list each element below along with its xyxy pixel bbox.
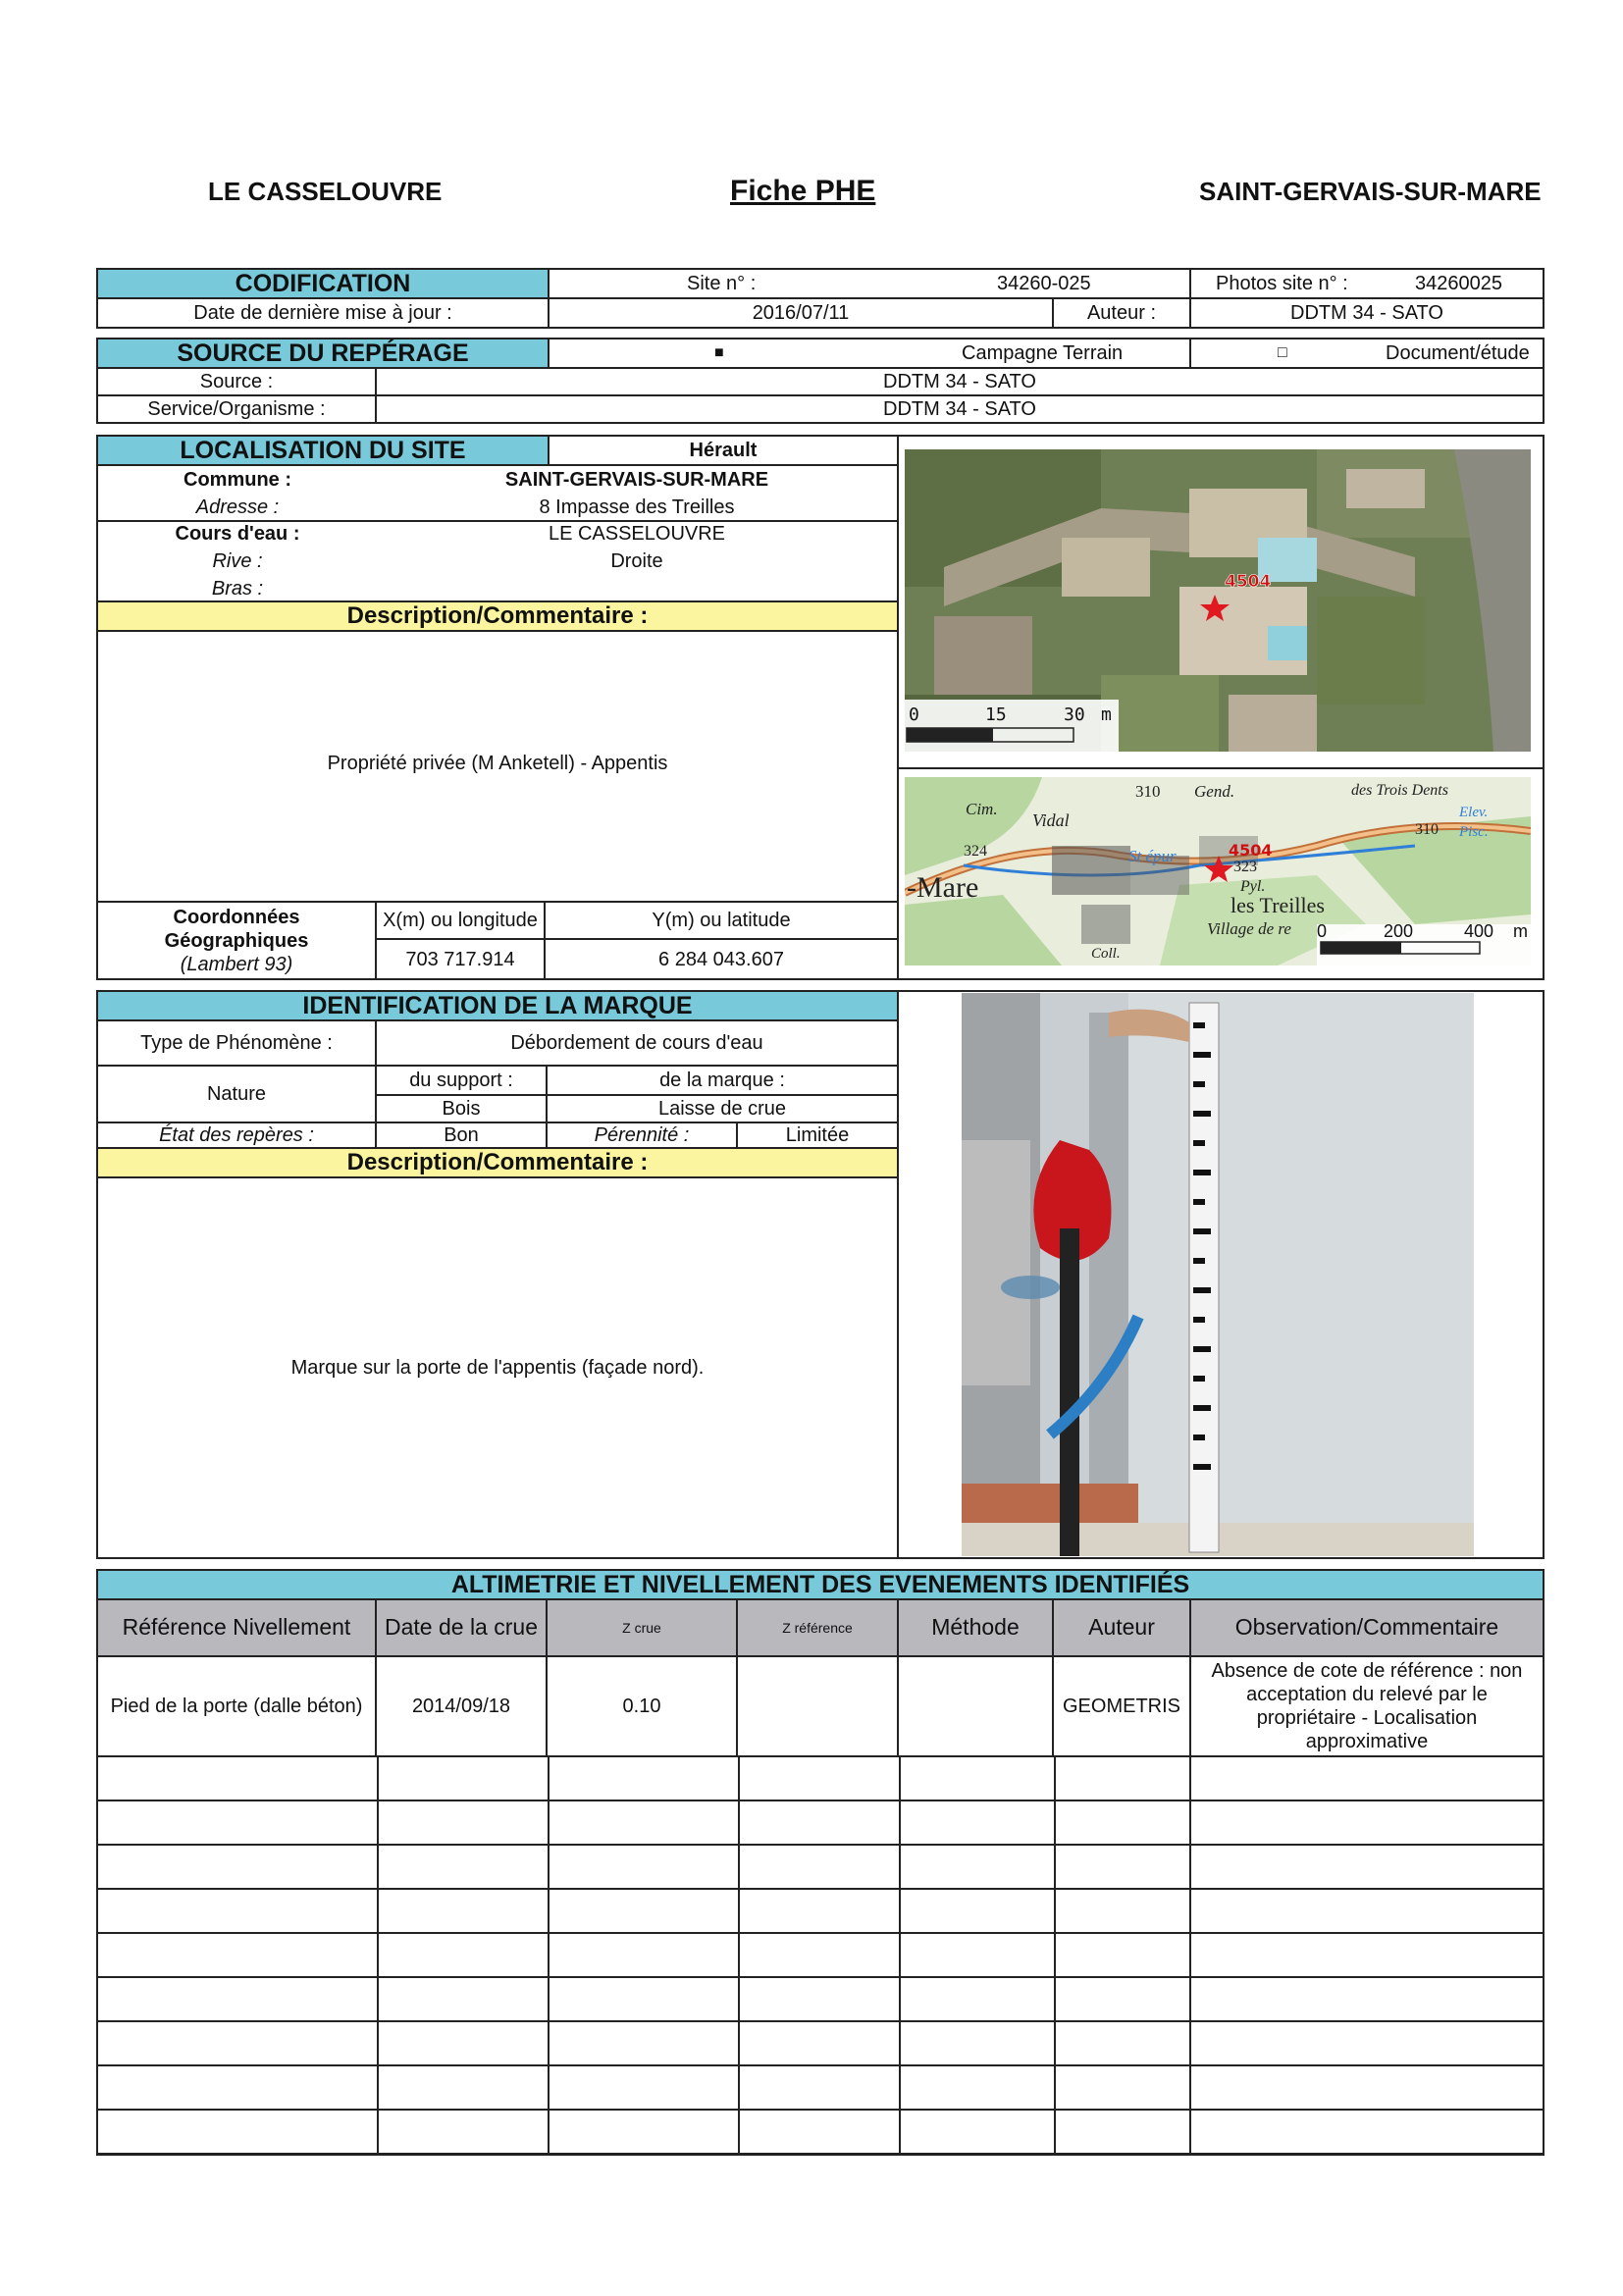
x-value: 703 717.914 [375,938,546,980]
empty-rows [96,1755,1544,2156]
topo-label-coll: Coll. [1091,946,1121,962]
page-title: Fiche PHE [730,175,876,207]
photos-value: 34260025 [1415,273,1502,294]
topo-label-treilles: les Treilles [1230,893,1325,917]
marque-label: de la marque : [546,1065,899,1096]
localisation-description-title: Description/Commentaire : [96,600,899,632]
document-etude-option [1189,338,1544,369]
x-label: X(m) ou longitude [375,901,546,940]
divider [897,990,899,1559]
topo-label-st-epur: St épur [1128,847,1177,865]
date-value: 2016/07/11 [548,297,1054,329]
topo-label-trois-dents: des Trois Dents [1351,782,1448,799]
topo-label-324: 324 [964,843,987,860]
support-value: Bois [375,1094,548,1123]
perennite-value: Limitée [736,1122,899,1149]
topo-label-village: Village de re [1207,919,1291,938]
source-title: SOURCE DU REPÉRAGE [96,338,550,369]
header-right: SAINT-GERVAIS-SUR-MARE [1199,177,1542,206]
source-value: DDTM 34 - SATO [375,367,1544,396]
coordinates-label-line3: (Lambert 93) [180,953,293,975]
cours-eau-label: Cours d'eau : [175,523,300,545]
coordinates-label [96,901,377,980]
service-value: DDTM 34 - SATO [375,394,1544,424]
bras-label: Bras : [211,578,264,600]
row1-date: 2014/09/18 [375,1655,548,1757]
topo-scale-unit: m [1513,921,1528,941]
identification-description: Marque sur la porte de l'appentis (façade nord). [290,1357,705,1379]
row1-z-reference [736,1655,899,1757]
support-label: du support : [375,1065,548,1096]
topo-label-pisc: Pisc. [1459,824,1489,840]
topo-label-310b: 310 [1415,821,1439,838]
codification-title: CODIFICATION [96,268,550,299]
etat-label: État des repères : [96,1122,377,1149]
commune-value: SAINT-GERVAIS-SUR-MARE [504,469,769,491]
row1-auteur: GEOMETRIS [1052,1655,1191,1757]
y-value: 6 284 043.607 [544,938,899,980]
topo-scale-0: 0 [1317,921,1328,941]
campagne-label: Campagne Terrain [962,342,1124,364]
y-label: Y(m) ou latitude [544,901,899,940]
divider [897,435,899,980]
site-label: Site n° : [687,273,757,294]
aerial-scale-0: 0 [909,704,919,725]
mark-photo [962,993,1474,1556]
identification-description-title: Description/Commentaire : [96,1147,899,1178]
col-methode: Méthode [897,1598,1054,1657]
departement: Hérault [548,435,899,466]
aerial-marker-label: 4504 [1225,572,1272,592]
site-number-row [548,268,1191,299]
col-z-reference: Z référence [736,1598,899,1657]
type-label: Type de Phénomène : [96,1019,377,1067]
cours-eau-value: LE CASSELOUVRE [548,523,726,545]
etat-value: Bon [375,1122,548,1149]
campagne-checkbox-icon: ■ [714,344,724,362]
source-label: Source : [96,367,377,396]
aerial-scale-30: 30 [1064,704,1085,725]
document-label: Document/étude [1386,342,1530,364]
topo-label-elev: Elev. [1459,805,1489,820]
nature-label: Nature [96,1065,377,1123]
topo-label-323: 323 [1233,859,1257,875]
coordinates-label-line1: Coordonnées [173,906,300,928]
topo-label-mare: -Mare [907,871,979,904]
header-left: LE CASSELOUVRE [208,177,443,206]
type-value: Débordement de cours d'eau [375,1019,899,1067]
topo-label-gend: Gend. [1194,782,1235,801]
identification-title: IDENTIFICATION DE LA MARQUE [96,990,899,1021]
row1-observation: Absence de cote de référence : non acceptation du relevé par le propriétaire - Localisation approximative [1189,1655,1544,1757]
col-reference: Référence Nivellement [96,1598,377,1657]
campagne-terrain-option [548,338,1191,369]
adresse-label: Adresse : [195,496,280,518]
perennite-label: Pérennité : [546,1122,738,1149]
divider [897,767,1544,769]
topo-label-cim: Cim. [966,800,998,818]
topo-map [905,777,1531,965]
localisation-description: Propriété privée (M Anketell) - Appentis [327,753,668,774]
photos-label: Photos site n° : [1216,273,1348,294]
auteur-label: Auteur : [1052,297,1191,329]
topo-label-vidal: Vidal [1032,810,1070,830]
document-checkbox-icon: □ [1278,344,1287,362]
col-observation: Observation/Commentaire [1189,1598,1544,1657]
photos-number-row [1189,268,1544,299]
row1-z-crue: 0.10 [546,1655,738,1757]
marque-value: Laisse de crue [546,1094,899,1123]
service-label: Service/Organisme : [96,394,377,424]
date-label: Date de dernière mise à jour : [96,297,550,329]
adresse-value: 8 Impasse des Treilles [539,496,735,518]
topo-marker-label: 4504 [1229,841,1273,860]
localisation-title: LOCALISATION DU SITE [96,435,550,466]
col-auteur: Auteur [1052,1598,1191,1657]
rive-value: Droite [610,550,663,572]
aerial-scale-unit: m [1101,704,1112,725]
topo-scale-400: 400 [1464,921,1494,941]
auteur-value: DDTM 34 - SATO [1189,297,1544,329]
row1-methode [897,1655,1054,1757]
rive-label: Rive : [212,550,263,572]
row1-reference: Pied de la porte (dalle béton) [96,1655,377,1757]
col-z-crue: Z crue [546,1598,738,1657]
topo-scale-200: 200 [1384,921,1414,941]
commune-label: Commune : [183,469,291,491]
topo-label-310: 310 [1135,782,1161,801]
col-date: Date de la crue [375,1598,548,1657]
site-value: 34260-025 [997,273,1091,294]
aerial-scale-15: 15 [985,704,1007,725]
altimetrie-title: ALTIMETRIE ET NIVELLEMENT DES EVENEMENTS IDENTIFIÉS [96,1569,1544,1600]
aerial-map [905,449,1531,752]
topo-label-pyl: Pyl. [1240,878,1266,895]
coordinates-label-line2: Géographiques [164,929,309,952]
